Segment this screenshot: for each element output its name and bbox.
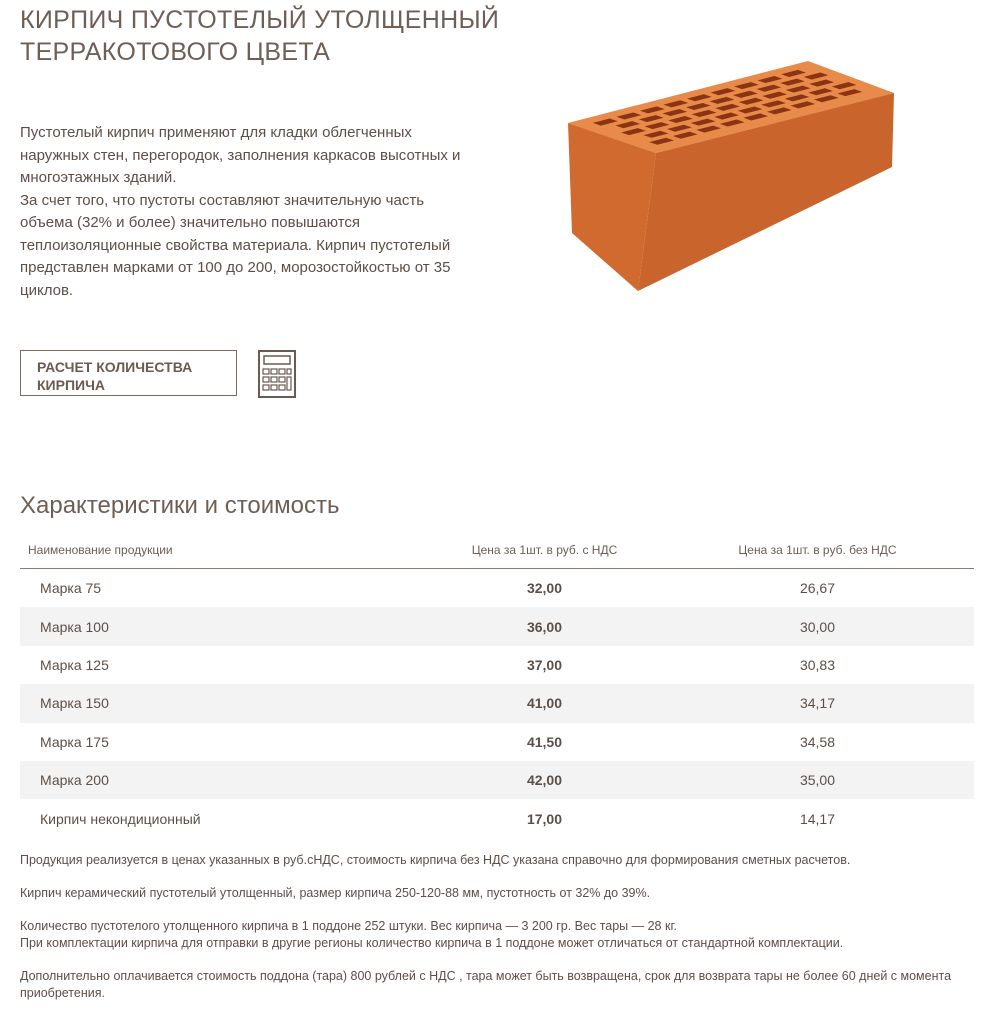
description-paragraph: За счет того, что пустоты составляют значительную часть объема (32% и более) значительно повышаются теплоизоляционные свойства материала. Кирпич пустотелый представлен марками от 100 до 200, морозостойкостью от 35 циклов. <box>20 191 451 299</box>
table-row <box>20 799 974 837</box>
product-name: Марка 125 <box>40 656 109 673</box>
price-table <box>20 532 974 838</box>
column-header-price-no-vat: Цена за 1шт. в руб. без НДС <box>661 532 974 569</box>
product-name: Марка 175 <box>40 733 109 750</box>
vat-note: Продукция реализуется в ценах указанных в руб.сНДС, стоимость кирпича без НДС указана справочно для формирования сметных расчетов. <box>20 853 851 867</box>
table-row <box>20 684 974 722</box>
table-row <box>20 607 974 645</box>
price-without-vat: 35,00 <box>661 761 974 799</box>
price-with-vat: 41,50 <box>526 733 563 750</box>
calculate-bricks-button[interactable]: РАСЧЕТ КОЛИЧЕСТВА КИРПИЧА <box>20 350 237 396</box>
description-paragraph: Пустотелый кирпич применяют для кладки облегченных наружных стен, перегородок, заполнения каркасов высотных и многоэтажных зданий. <box>20 124 461 186</box>
price-with-vat: 36,00 <box>428 607 661 645</box>
price-with-vat: 17,00 <box>526 810 563 827</box>
price-without-vat: 30,00 <box>661 607 974 645</box>
table-row <box>20 761 974 799</box>
calculator-icon[interactable] <box>258 350 296 398</box>
pallet-note <box>20 918 970 952</box>
product-image <box>560 55 900 295</box>
product-name: Марка 150 <box>20 684 428 722</box>
price-without-vat: 26,67 <box>799 580 836 597</box>
price-without-vat: 34,58 <box>799 733 836 750</box>
product-name: Марка 200 <box>20 761 428 799</box>
price-without-vat: 14,17 <box>799 810 836 827</box>
column-header-product: Наименование продукции <box>20 532 428 569</box>
column-header-price-vat: Цена за 1шт. в руб. с НДС <box>428 532 661 569</box>
product-title: КИРПИЧ ПУСТОТЕЛЫЙ УТОЛЩЕННЫЙ ТЕРРАКОТОВОГО ЦВЕТА <box>20 6 500 66</box>
price-without-vat: 30,83 <box>799 656 836 673</box>
price-with-vat: 37,00 <box>526 656 563 673</box>
table-row <box>20 569 974 608</box>
pallet-cost-note: Дополнительно оплачивается стоимость поддона (тара) 800 рублей с НДС , тара может быть возвращена, срок для возврата тары не более 60 дней с момента приобретения. <box>20 969 952 1000</box>
product-name: Марка 100 <box>20 607 428 645</box>
price-without-vat: 34,17 <box>661 684 974 722</box>
notes <box>20 852 970 1018</box>
size-note: Кирпич керамический пустотелый утолщенный, размер кирпича 250-120-88 мм, пустотность от 32% до 39%. <box>20 886 651 900</box>
table-row <box>20 646 974 684</box>
pallet-count-text: Количество пустотелого утолщенного кирпича в 1 поддоне 252 штуки. Вес кирпича — 3 200 гр. Вес тары — 28 кг. <box>20 919 677 933</box>
table-row <box>20 723 974 761</box>
product-name: Кирпич некондиционный <box>40 810 201 827</box>
price-with-vat: 32,00 <box>526 580 563 597</box>
section-title: Характеристики и стоимость <box>20 492 340 519</box>
product-description <box>20 122 470 302</box>
price-with-vat: 41,00 <box>428 684 661 722</box>
table-header-row <box>20 532 974 569</box>
product-name: Марка 75 <box>40 580 102 597</box>
regions-text: При комплектации кирпича для отправки в другие регионы количество кирпича в 1 поддоне может отличаться от стандартной комплектации. <box>20 936 844 950</box>
price-with-vat: 42,00 <box>428 761 661 799</box>
